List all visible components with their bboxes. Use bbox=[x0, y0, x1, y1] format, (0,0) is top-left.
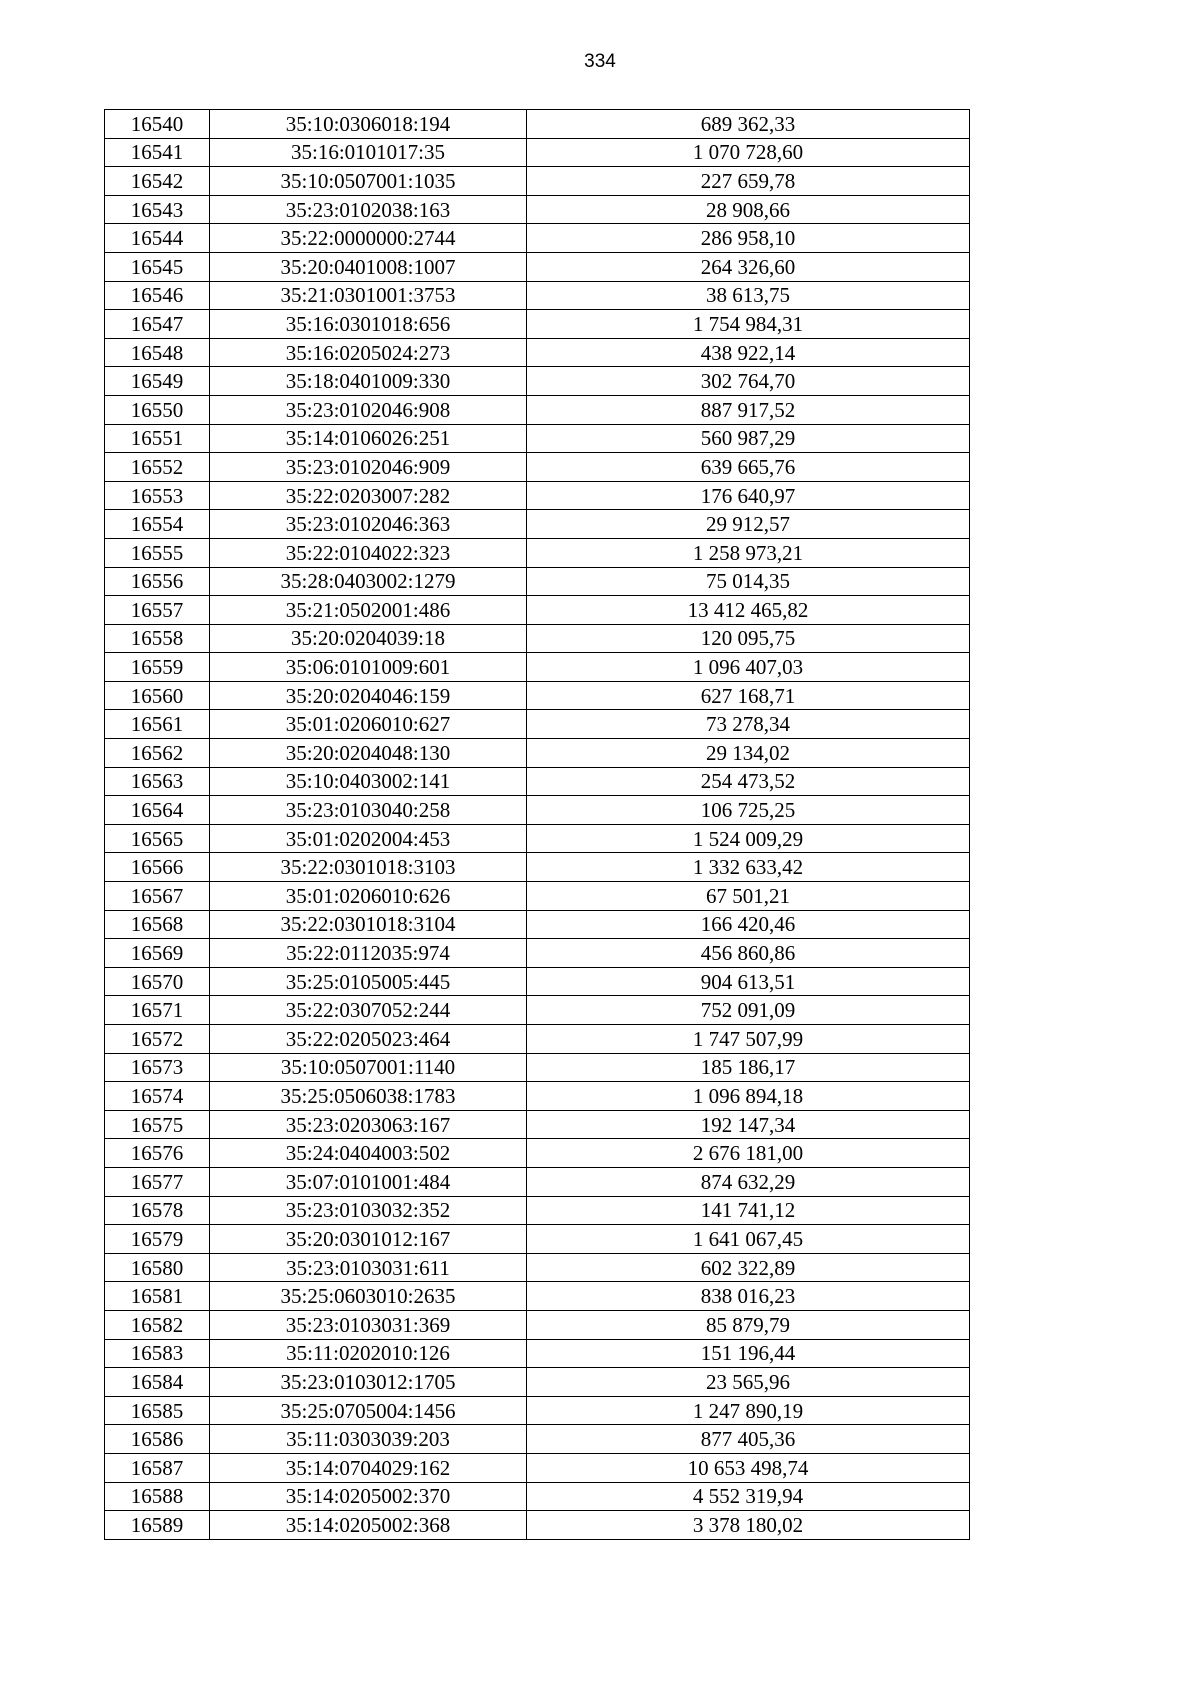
cadastral-value-cell: 1 524 009,29 bbox=[527, 824, 970, 853]
row-number-cell: 16588 bbox=[105, 1482, 210, 1511]
table-row bbox=[105, 1453, 970, 1482]
row-number-cell: 16551 bbox=[105, 424, 210, 453]
cadastral-value-cell: 1 070 728,60 bbox=[527, 138, 970, 167]
cadastral-value-cell: 602 322,89 bbox=[527, 1253, 970, 1282]
cadastral-number-cell: 35:10:0403002:141 bbox=[210, 767, 527, 796]
cadastral-number-cell: 35:23:0102046:909 bbox=[210, 453, 527, 482]
row-number-cell: 16576 bbox=[105, 1139, 210, 1168]
row-number-cell: 16561 bbox=[105, 710, 210, 739]
cadastral-value-cell: 689 362,33 bbox=[527, 110, 970, 139]
row-number-cell: 16553 bbox=[105, 481, 210, 510]
row-number-cell: 16547 bbox=[105, 310, 210, 339]
cadastral-value-cell: 1 096 894,18 bbox=[527, 1082, 970, 1111]
cadastral-number-cell: 35:01:0206010:626 bbox=[210, 882, 527, 911]
row-number-cell: 16581 bbox=[105, 1282, 210, 1311]
row-number-cell: 16548 bbox=[105, 338, 210, 367]
cadastral-value-cell: 1 747 507,99 bbox=[527, 1025, 970, 1054]
table-row bbox=[105, 1425, 970, 1454]
cadastral-value-cell: 838 016,23 bbox=[527, 1282, 970, 1311]
cadastral-number-cell: 35:25:0105005:445 bbox=[210, 967, 527, 996]
row-number-cell: 16577 bbox=[105, 1167, 210, 1196]
cadastral-number-cell: 35:25:0705004:1456 bbox=[210, 1396, 527, 1425]
row-number-cell: 16563 bbox=[105, 767, 210, 796]
cadastral-number-cell: 35:11:0303039:203 bbox=[210, 1425, 527, 1454]
table-row bbox=[105, 138, 970, 167]
cadastral-number-cell: 35:20:0401008:1007 bbox=[210, 252, 527, 281]
cadastral-number-cell: 35:25:0603010:2635 bbox=[210, 1282, 527, 1311]
table-row bbox=[105, 367, 970, 396]
table-row bbox=[105, 195, 970, 224]
row-number-cell: 16557 bbox=[105, 596, 210, 625]
cadastral-number-cell: 35:20:0204046:159 bbox=[210, 681, 527, 710]
row-number-cell: 16569 bbox=[105, 939, 210, 968]
cadastral-value-cell: 227 659,78 bbox=[527, 167, 970, 196]
cadastral-value-cell: 1 096 407,03 bbox=[527, 653, 970, 682]
cadastral-value-cell: 438 922,14 bbox=[527, 338, 970, 367]
cadastral-number-cell: 35:25:0506038:1783 bbox=[210, 1082, 527, 1111]
cadastral-number-cell: 35:01:0206010:627 bbox=[210, 710, 527, 739]
row-number-cell: 16579 bbox=[105, 1225, 210, 1254]
cadastral-value-cell: 28 908,66 bbox=[527, 195, 970, 224]
cadastral-number-cell: 35:10:0507001:1140 bbox=[210, 1053, 527, 1082]
cadastral-number-cell: 35:23:0103040:258 bbox=[210, 796, 527, 825]
row-number-cell: 16550 bbox=[105, 395, 210, 424]
table-row bbox=[105, 710, 970, 739]
cadastral-value-cell: 752 091,09 bbox=[527, 996, 970, 1025]
table-row bbox=[105, 796, 970, 825]
table-row bbox=[105, 1310, 970, 1339]
cadastral-number-cell: 35:22:0112035:974 bbox=[210, 939, 527, 968]
cadastral-number-cell: 35:23:0103012:1705 bbox=[210, 1368, 527, 1397]
cadastral-number-cell: 35:20:0204048:130 bbox=[210, 739, 527, 768]
row-number-cell: 16586 bbox=[105, 1425, 210, 1454]
table-row bbox=[105, 395, 970, 424]
table-body bbox=[105, 110, 970, 1540]
cadastral-value-cell: 38 613,75 bbox=[527, 281, 970, 310]
row-number-cell: 16571 bbox=[105, 996, 210, 1025]
row-number-cell: 16567 bbox=[105, 882, 210, 911]
cadastral-value-cell: 627 168,71 bbox=[527, 681, 970, 710]
table-row bbox=[105, 653, 970, 682]
table-row bbox=[105, 939, 970, 968]
cadastral-value-cell: 75 014,35 bbox=[527, 567, 970, 596]
table-row bbox=[105, 310, 970, 339]
cadastral-number-cell: 35:20:0204039:18 bbox=[210, 624, 527, 653]
table-row bbox=[105, 167, 970, 196]
cadastral-value-cell: 877 405,36 bbox=[527, 1425, 970, 1454]
cadastral-number-cell: 35:22:0000000:2744 bbox=[210, 224, 527, 253]
row-number-cell: 16549 bbox=[105, 367, 210, 396]
table-row bbox=[105, 739, 970, 768]
cadastral-number-cell: 35:11:0202010:126 bbox=[210, 1339, 527, 1368]
table-row bbox=[105, 996, 970, 1025]
table-row bbox=[105, 453, 970, 482]
cadastral-value-cell: 176 640,97 bbox=[527, 481, 970, 510]
cadastral-number-cell: 35:18:0401009:330 bbox=[210, 367, 527, 396]
row-number-cell: 16558 bbox=[105, 624, 210, 653]
table-row bbox=[105, 853, 970, 882]
cadastral-value-cell: 120 095,75 bbox=[527, 624, 970, 653]
cadastral-number-cell: 35:21:0502001:486 bbox=[210, 596, 527, 625]
table-row bbox=[105, 1396, 970, 1425]
row-number-cell: 16568 bbox=[105, 910, 210, 939]
row-number-cell: 16559 bbox=[105, 653, 210, 682]
cadastral-number-cell: 35:16:0301018:656 bbox=[210, 310, 527, 339]
cadastral-number-cell: 35:22:0301018:3104 bbox=[210, 910, 527, 939]
row-number-cell: 16560 bbox=[105, 681, 210, 710]
cadastral-number-cell: 35:28:0403002:1279 bbox=[210, 567, 527, 596]
row-number-cell: 16554 bbox=[105, 510, 210, 539]
row-number-cell: 16545 bbox=[105, 252, 210, 281]
row-number-cell: 16585 bbox=[105, 1396, 210, 1425]
cadastral-value-cell: 560 987,29 bbox=[527, 424, 970, 453]
cadastral-value-cell: 639 665,76 bbox=[527, 453, 970, 482]
cadastral-value-cell: 4 552 319,94 bbox=[527, 1482, 970, 1511]
table-row bbox=[105, 481, 970, 510]
cadastral-value-cell: 1 247 890,19 bbox=[527, 1396, 970, 1425]
cadastral-value-cell: 23 565,96 bbox=[527, 1368, 970, 1397]
cadastral-value-cell: 1 641 067,45 bbox=[527, 1225, 970, 1254]
row-number-cell: 16556 bbox=[105, 567, 210, 596]
cadastral-value-cell: 1 332 633,42 bbox=[527, 853, 970, 882]
cadastral-value-table bbox=[104, 109, 970, 1540]
table-row bbox=[105, 1110, 970, 1139]
cadastral-number-cell: 35:24:0404003:502 bbox=[210, 1139, 527, 1168]
row-number-cell: 16574 bbox=[105, 1082, 210, 1111]
row-number-cell: 16572 bbox=[105, 1025, 210, 1054]
cadastral-number-cell: 35:22:0104022:323 bbox=[210, 538, 527, 567]
row-number-cell: 16583 bbox=[105, 1339, 210, 1368]
cadastral-value-cell: 13 412 465,82 bbox=[527, 596, 970, 625]
cadastral-number-cell: 35:22:0205023:464 bbox=[210, 1025, 527, 1054]
cadastral-value-cell: 185 186,17 bbox=[527, 1053, 970, 1082]
cadastral-value-cell: 286 958,10 bbox=[527, 224, 970, 253]
row-number-cell: 16552 bbox=[105, 453, 210, 482]
table-row bbox=[105, 1196, 970, 1225]
row-number-cell: 16541 bbox=[105, 138, 210, 167]
row-number-cell: 16544 bbox=[105, 224, 210, 253]
row-number-cell: 16562 bbox=[105, 739, 210, 768]
table-row bbox=[105, 281, 970, 310]
row-number-cell: 16546 bbox=[105, 281, 210, 310]
row-number-cell: 16540 bbox=[105, 110, 210, 139]
table-row bbox=[105, 338, 970, 367]
table-row bbox=[105, 1339, 970, 1368]
cadastral-number-cell: 35:01:0202004:453 bbox=[210, 824, 527, 853]
row-number-cell: 16543 bbox=[105, 195, 210, 224]
cadastral-value-cell: 3 378 180,02 bbox=[527, 1511, 970, 1540]
row-number-cell: 16582 bbox=[105, 1310, 210, 1339]
table-row bbox=[105, 824, 970, 853]
cadastral-number-cell: 35:23:0102046:363 bbox=[210, 510, 527, 539]
table-row bbox=[105, 110, 970, 139]
cadastral-number-cell: 35:23:0102038:163 bbox=[210, 195, 527, 224]
cadastral-value-cell: 166 420,46 bbox=[527, 910, 970, 939]
row-number-cell: 16584 bbox=[105, 1368, 210, 1397]
cadastral-number-cell: 35:23:0102046:908 bbox=[210, 395, 527, 424]
cadastral-value-cell: 192 147,34 bbox=[527, 1110, 970, 1139]
row-number-cell: 16589 bbox=[105, 1511, 210, 1540]
cadastral-value-cell: 456 860,86 bbox=[527, 939, 970, 968]
cadastral-value-cell: 1 258 973,21 bbox=[527, 538, 970, 567]
cadastral-value-cell: 2 676 181,00 bbox=[527, 1139, 970, 1168]
table-row bbox=[105, 624, 970, 653]
page-number: 334 bbox=[584, 51, 616, 72]
table-row bbox=[105, 767, 970, 796]
cadastral-value-cell: 904 613,51 bbox=[527, 967, 970, 996]
table-row bbox=[105, 1482, 970, 1511]
table-row bbox=[105, 252, 970, 281]
table-row bbox=[105, 882, 970, 911]
cadastral-number-cell: 35:23:0103031:611 bbox=[210, 1253, 527, 1282]
cadastral-number-cell: 35:22:0301018:3103 bbox=[210, 853, 527, 882]
row-number-cell: 16578 bbox=[105, 1196, 210, 1225]
cadastral-value-cell: 29 912,57 bbox=[527, 510, 970, 539]
cadastral-number-cell: 35:06:0101009:601 bbox=[210, 653, 527, 682]
cadastral-number-cell: 35:22:0203007:282 bbox=[210, 481, 527, 510]
table-row bbox=[105, 567, 970, 596]
table-row bbox=[105, 1167, 970, 1196]
cadastral-value-cell: 151 196,44 bbox=[527, 1339, 970, 1368]
cadastral-number-cell: 35:20:0301012:167 bbox=[210, 1225, 527, 1254]
cadastral-value-cell: 141 741,12 bbox=[527, 1196, 970, 1225]
cadastral-value-cell: 106 725,25 bbox=[527, 796, 970, 825]
row-number-cell: 16570 bbox=[105, 967, 210, 996]
table-row bbox=[105, 1253, 970, 1282]
row-number-cell: 16587 bbox=[105, 1453, 210, 1482]
cadastral-number-cell: 35:21:0301001:3753 bbox=[210, 281, 527, 310]
table-row bbox=[105, 424, 970, 453]
table-row bbox=[105, 596, 970, 625]
cadastral-number-cell: 35:16:0205024:273 bbox=[210, 338, 527, 367]
table-row bbox=[105, 967, 970, 996]
row-number-cell: 16542 bbox=[105, 167, 210, 196]
cadastral-number-cell: 35:23:0103031:369 bbox=[210, 1310, 527, 1339]
cadastral-value-cell: 10 653 498,74 bbox=[527, 1453, 970, 1482]
cadastral-value-cell: 264 326,60 bbox=[527, 252, 970, 281]
cadastral-number-cell: 35:14:0205002:368 bbox=[210, 1511, 527, 1540]
table-row bbox=[105, 538, 970, 567]
row-number-cell: 16565 bbox=[105, 824, 210, 853]
table-row bbox=[105, 1053, 970, 1082]
table-row bbox=[105, 1225, 970, 1254]
cadastral-value-cell: 302 764,70 bbox=[527, 367, 970, 396]
table-row bbox=[105, 1139, 970, 1168]
row-number-cell: 16564 bbox=[105, 796, 210, 825]
cadastral-value-cell: 73 278,34 bbox=[527, 710, 970, 739]
table-row bbox=[105, 1082, 970, 1111]
cadastral-value-cell: 874 632,29 bbox=[527, 1167, 970, 1196]
cadastral-number-cell: 35:10:0306018:194 bbox=[210, 110, 527, 139]
table-row bbox=[105, 1282, 970, 1311]
cadastral-number-cell: 35:14:0704029:162 bbox=[210, 1453, 527, 1482]
cadastral-value-cell: 29 134,02 bbox=[527, 739, 970, 768]
cadastral-number-cell: 35:10:0507001:1035 bbox=[210, 167, 527, 196]
table-row bbox=[105, 1025, 970, 1054]
row-number-cell: 16566 bbox=[105, 853, 210, 882]
table-row bbox=[105, 224, 970, 253]
table-row bbox=[105, 910, 970, 939]
cadastral-value-cell: 254 473,52 bbox=[527, 767, 970, 796]
cadastral-value-cell: 85 879,79 bbox=[527, 1310, 970, 1339]
row-number-cell: 16575 bbox=[105, 1110, 210, 1139]
cadastral-number-cell: 35:16:0101017:35 bbox=[210, 138, 527, 167]
cadastral-value-cell: 1 754 984,31 bbox=[527, 310, 970, 339]
cadastral-value-cell: 887 917,52 bbox=[527, 395, 970, 424]
table-row bbox=[105, 681, 970, 710]
cadastral-value-cell: 67 501,21 bbox=[527, 882, 970, 911]
cadastral-number-cell: 35:14:0106026:251 bbox=[210, 424, 527, 453]
table-row bbox=[105, 1511, 970, 1540]
table-row bbox=[105, 1368, 970, 1397]
cadastral-number-cell: 35:22:0307052:244 bbox=[210, 996, 527, 1025]
cadastral-number-cell: 35:07:0101001:484 bbox=[210, 1167, 527, 1196]
row-number-cell: 16555 bbox=[105, 538, 210, 567]
cadastral-number-cell: 35:14:0205002:370 bbox=[210, 1482, 527, 1511]
row-number-cell: 16580 bbox=[105, 1253, 210, 1282]
cadastral-number-cell: 35:23:0203063:167 bbox=[210, 1110, 527, 1139]
cadastral-number-cell: 35:23:0103032:352 bbox=[210, 1196, 527, 1225]
row-number-cell: 16573 bbox=[105, 1053, 210, 1082]
table-row bbox=[105, 510, 970, 539]
